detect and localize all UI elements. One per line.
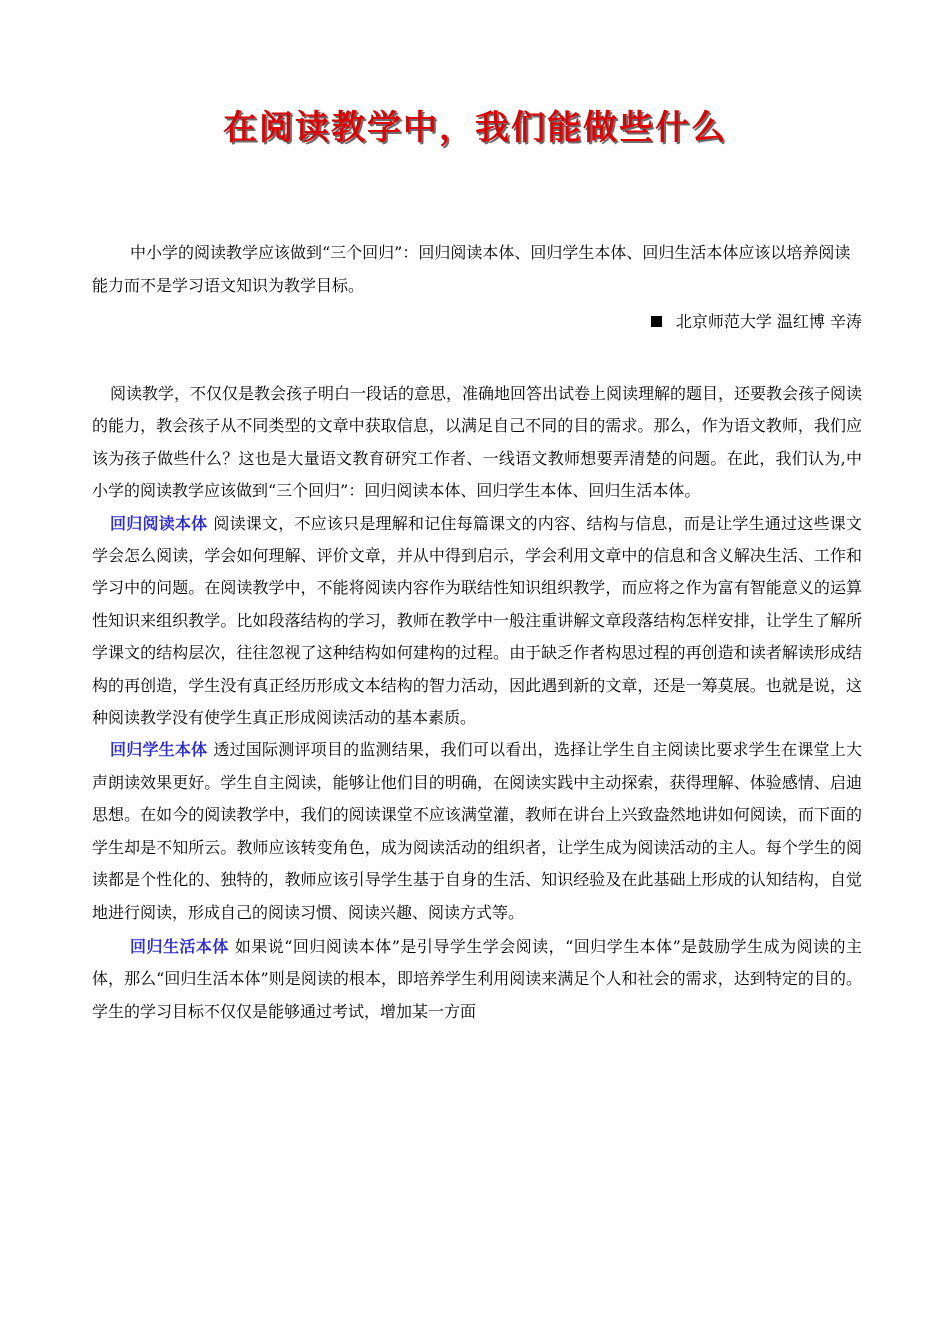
body-paragraph-life xyxy=(92,931,862,1028)
black-square-icon xyxy=(651,316,662,327)
paragraph-text: 阅读课文，不应该只是理解和记住每篇课文的内容、结构与信息，而是让学生通过这些课文学会怎么阅读，学会如何理解、评价文章，并从中得到启示，学会利用文章中的信息和含义解决生活、工作和学习中的问题。在阅读教学中，不能将阅读内容作为联结性知识组织教学，而应将之作为富有智能意义的运算性知识来组织教学。比如段落结构的学习，教师在教学中一般注重讲解文章段落结构怎样安排，让学生了解所学课文的结构层次，往往忽视了这种结构如何建构的过程。由于缺乏作者构思过程的再创造和读者解读形成结构的再创造，学生没有真正经历形成文本结构的智力活动，因此遇到新的文章，还是一筹莫展。也就是说，这种阅读教学没有使学生真正形成阅读活动的基本素质。 xyxy=(92,513,862,728)
section-keyword: 回归阅读本体 xyxy=(110,513,208,533)
body-paragraph-intro xyxy=(92,378,862,508)
author-names: 北京师范大学 温红博 辛涛 xyxy=(675,312,862,331)
body-paragraph-reading xyxy=(92,508,862,735)
author-byline xyxy=(92,307,862,337)
section-keyword: 回归学生本体 xyxy=(110,740,208,760)
paragraph-text: 透过国际测评项目的监测结果，我们可以看出，选择让学生自主阅读比要求学生在课堂上大声朗读效果更好。学生自主阅读，能够让他们目的明确，在阅读实践中主动探索，获得理解、体验感情、启迪思想。在如今的阅读教学中，我们的阅读课堂不应该满堂灌，教师在讲台上兴致盎然地讲如何阅读，而下面的学生却是不知所云。教师应该转变角色，成为阅读活动的组织者，让学生成为阅读活动的主人。每个学生的阅读都是个性化的、独特的，教师应该引导学生基于自身的生活、知识经验及在此基础上形成的认知结构，自觉地进行阅读，形成自己的阅读习惯、阅读兴趣、阅读方式等。 xyxy=(92,740,862,922)
paragraph-text: 阅读教学，不仅仅是教会孩子明白一段话的意思，准确地回答出试卷上阅读理解的题目，还要教会孩子阅读的能力，教会孩子从不同类型的文章中获取信息，以满足自己不同的目的需求。那么，作为语文教师，我们应该为孩子做些什么？这也是大量语文教育研究工作者、一线语文教师想要弄清楚的问题。在此，我们认为,中小学的阅读教学应该做到“三个回归”：回归阅读本体、回归学生本体、回归生活本体。 xyxy=(92,384,863,501)
body-paragraph-student xyxy=(92,734,862,928)
article-body xyxy=(92,378,862,1028)
section-keyword: 回归生活本体 xyxy=(130,936,229,956)
article-abstract: 中小学的阅读教学应该做到“三个回归”：回归阅读本体、回归学生本体、回归生活本体应该以培养阅读能力而不是学习语文知识为教学目标。 xyxy=(92,243,851,295)
article-title: 在阅读教学中，我们能做些什么 xyxy=(223,108,727,148)
paragraph-text: 如果说“回归阅读本体”是引导学生学会阅读，“回归学生本体”是鼓励学生成为阅读的主体，那么“回归生活本体”则是阅读的根本，即培养学生利用阅读来满足个人和社会的需求，达到特定的目的。学生的学习目标不仅仅是能够通过考试，增加某一方面 xyxy=(92,936,862,1021)
